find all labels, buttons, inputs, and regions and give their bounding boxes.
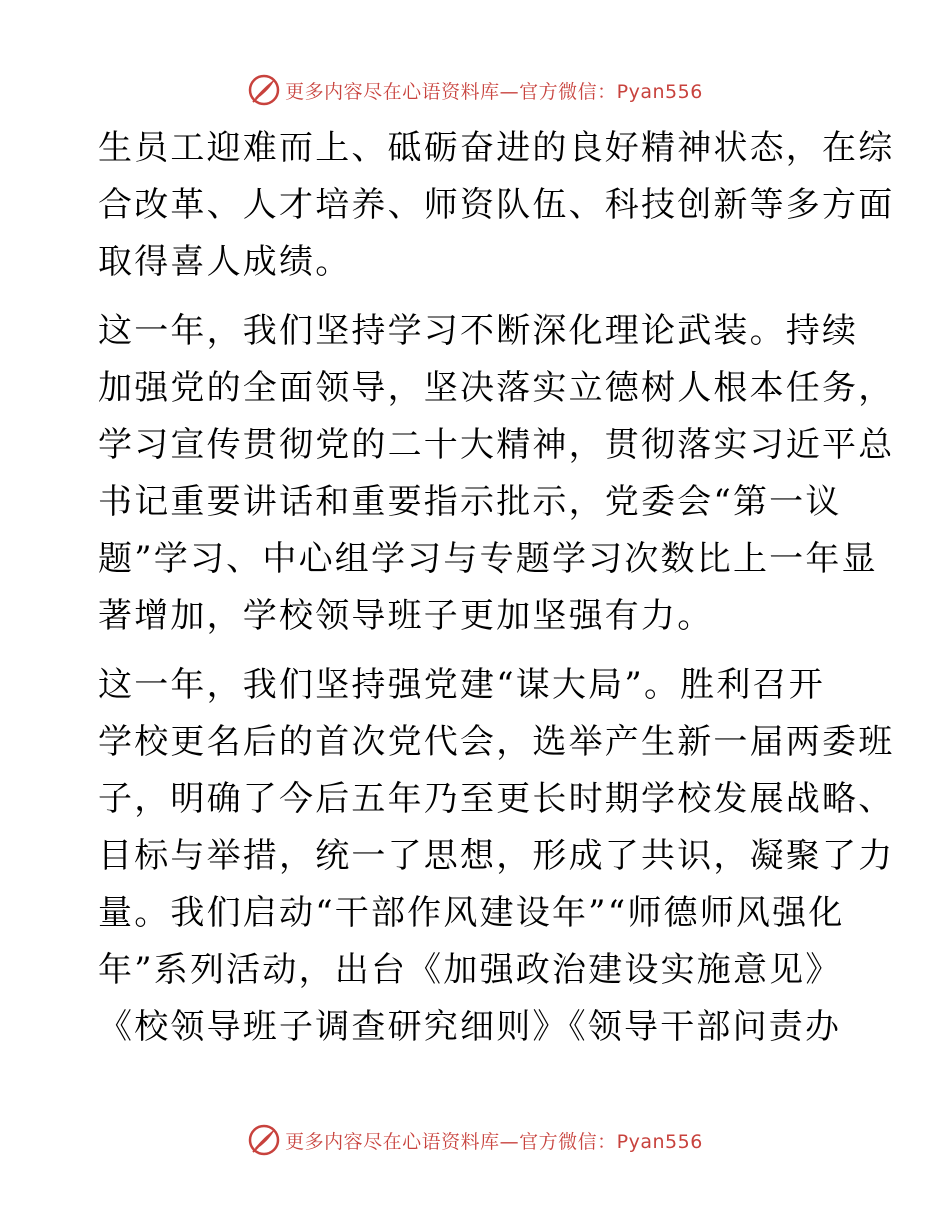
quill-logo-icon [247, 73, 281, 107]
text-line: 加强党的全面领导，坚决落实立德树人根本任务， [98, 368, 895, 408]
header-watermark [0, 70, 950, 110]
text-line: 题”学习、中心组学习与专题学习次数比上一年显 [98, 539, 878, 579]
text-line: 合改革、人才培养、师资队伍、科技创新等多方面 [98, 185, 895, 225]
text-line: 著增加，学校领导班子更加坚强有力。 [98, 596, 714, 636]
text-line: 取得喜人成绩。 [98, 242, 352, 282]
text-line: 这一年，我们坚持强党建“谋大局”。胜利召开 [98, 665, 825, 705]
document-body [98, 120, 895, 1056]
text-line: 生员工迎难而上、砥砺奋进的良好精神状态，在综 [98, 128, 895, 168]
text-line: 学校更名后的首次党代会，选举产生新一届两委班 [98, 722, 895, 762]
text-line: 年”系列活动，出台《加强政治建设实施意见》 [98, 950, 842, 990]
text-line: 这一年，我们坚持学习不断深化理论武装。持续 [98, 311, 859, 351]
text-line: 学习宣传贯彻党的二十大精神，贯彻落实习近平总 [98, 425, 895, 465]
text-line: 子，明确了今后五年乃至更长时期学校发展战略、 [98, 779, 895, 819]
text-line: 目标与举措，统一了思想，形成了共识，凝聚了力 [98, 836, 895, 876]
watermark-text: 更多内容尽在心语资料库—官方微信：Pyan556 [285, 80, 703, 103]
text-line: 《校领导班子调查研究细则》《领导干部问责办 [98, 1007, 842, 1047]
text-line: 量。我们启动“干部作风建设年”“师德师风强化 [98, 893, 845, 933]
quill-logo-icon [247, 1123, 281, 1157]
footer-watermark [0, 1120, 950, 1160]
text-line: 书记重要讲话和重要指示批示，党委会“第一议 [98, 482, 842, 522]
watermark-text: 更多内容尽在心语资料库—官方微信：Pyan556 [285, 1130, 703, 1153]
